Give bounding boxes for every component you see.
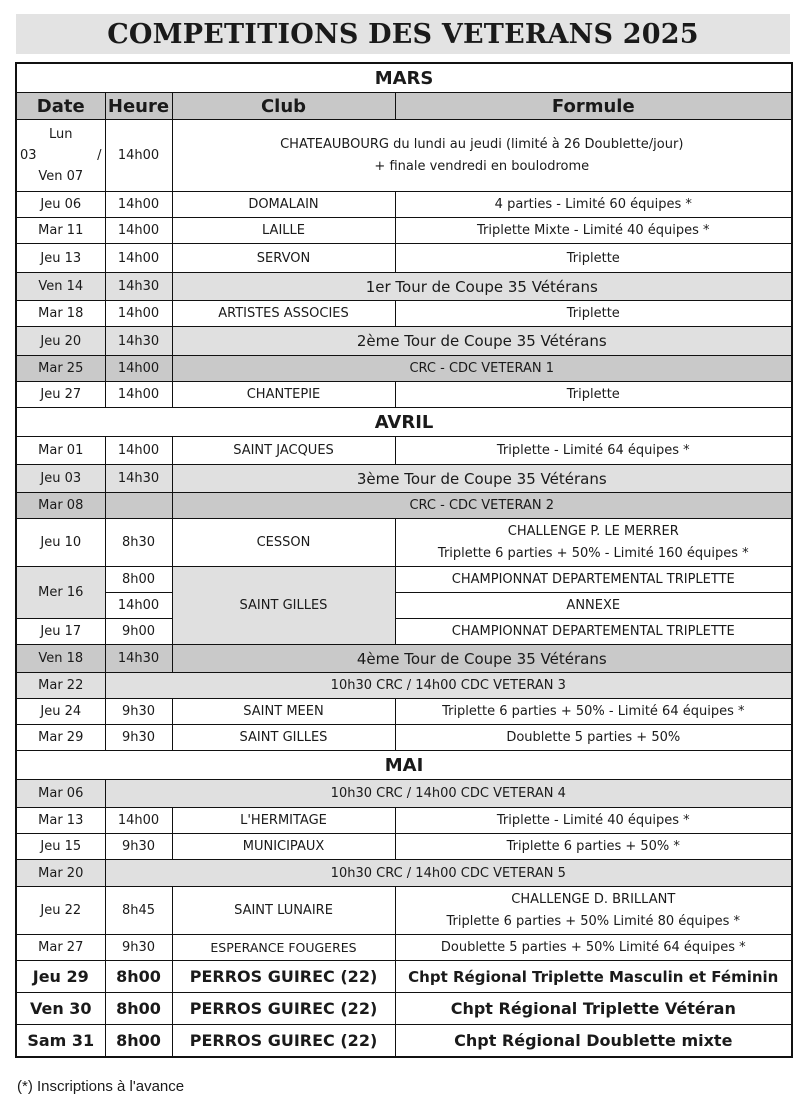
table-row xyxy=(16,218,792,244)
date-cell: Jeu 22 xyxy=(16,887,105,935)
formule-cell: Chpt Régional Triplette Vétéran xyxy=(395,993,792,1025)
formule-line-1: CHALLENGE P. LE MERRER xyxy=(507,523,679,539)
time-cell: 8h00 xyxy=(105,567,172,593)
club-cell: CHANTEPIE xyxy=(172,382,395,408)
date-cell: Mar 25 xyxy=(16,356,105,382)
date-cell: Jeu 17 xyxy=(16,619,105,645)
time-cell: 9h30 xyxy=(105,725,172,751)
table-row xyxy=(16,935,792,961)
time-cell: 8h30 xyxy=(105,519,172,567)
date-cell: Jeu 27 xyxy=(16,382,105,408)
formule-line-2: Triplette 6 parties + 50% - Limité 160 équipes * xyxy=(437,545,749,561)
club-cell: SERVON xyxy=(172,244,395,273)
date-day-end: Ven 07 xyxy=(38,169,84,184)
date-cell: Jeu 29 xyxy=(16,961,105,993)
club-cell: SAINT GILLES xyxy=(172,567,395,645)
table-row xyxy=(16,645,792,673)
table-row xyxy=(16,356,792,382)
formule-cell: Triplette - Limité 40 équipes * xyxy=(395,808,792,834)
formule-cell: Triplette xyxy=(395,301,792,327)
page-title: COMPETITIONS DES VETERANS 2025 xyxy=(16,14,790,54)
club-cell: ARTISTES ASSOCIES xyxy=(172,301,395,327)
club-cell: PERROS GUIREC (22) xyxy=(172,961,395,993)
time-cell: 14h30 xyxy=(105,645,172,673)
event-cell: 2ème Tour de Coupe 35 Vétérans xyxy=(172,327,792,356)
formule-line-2: Triplette 6 parties + 50% Limité 80 équipes * xyxy=(446,913,741,929)
table-row xyxy=(16,192,792,218)
time-cell: 14h00 xyxy=(105,192,172,218)
date-cell: Mar 27 xyxy=(16,935,105,961)
formule-cell xyxy=(395,887,792,935)
time-cell: 9h30 xyxy=(105,935,172,961)
date-cell: Ven 18 xyxy=(16,645,105,673)
month-row-mars xyxy=(16,63,792,93)
table-row xyxy=(16,567,792,593)
date-cell: Ven 14 xyxy=(16,273,105,301)
time-cell: 8h45 xyxy=(105,887,172,935)
header-club: Club xyxy=(172,93,395,120)
date-cell: Ven 30 xyxy=(16,993,105,1025)
date-cell: Mar 29 xyxy=(16,725,105,751)
time-cell xyxy=(105,493,172,519)
time-cell: 8h00 xyxy=(105,1025,172,1058)
date-number: 03 xyxy=(20,148,37,163)
date-cell: Mar 08 xyxy=(16,493,105,519)
time-cell: 14h00 xyxy=(105,808,172,834)
formule-cell: Chpt Régional Triplette Masculin et Féminin xyxy=(395,961,792,993)
formule-cell: Triplette Mixte - Limité 40 équipes * xyxy=(395,218,792,244)
formule-cell: Triplette 6 parties + 50% * xyxy=(395,834,792,860)
date-cell: Jeu 06 xyxy=(16,192,105,218)
date-cell: Mar 20 xyxy=(16,860,105,887)
club-cell: SAINT LUNAIRE xyxy=(172,887,395,935)
footnote: (*) Inscriptions à l'avance xyxy=(17,1078,185,1095)
event-cell: 4ème Tour de Coupe 35 Vétérans xyxy=(172,645,792,673)
time-cell: 9h30 xyxy=(105,699,172,725)
table-row xyxy=(16,437,792,465)
time-cell: 14h30 xyxy=(105,465,172,493)
time-cell: 14h30 xyxy=(105,273,172,301)
event-line-2: + finale vendredi en boulodrome xyxy=(374,158,590,174)
table-row xyxy=(16,619,792,645)
date-cell: Jeu 13 xyxy=(16,244,105,273)
table-row xyxy=(16,493,792,519)
time-cell: 14h00 xyxy=(105,120,172,192)
club-cell: DOMALAIN xyxy=(172,192,395,218)
month-row-avril xyxy=(16,408,792,437)
time-cell: 14h00 xyxy=(105,301,172,327)
formule-cell xyxy=(395,519,792,567)
formule-cell: Triplette - Limité 64 équipes * xyxy=(395,437,792,465)
event-line-1: CHATEAUBOURG du lundi au jeudi (limité à 26 Doublette/jour) xyxy=(280,136,684,152)
table-row xyxy=(16,519,792,567)
date-cell: Mar 22 xyxy=(16,673,105,699)
table-row xyxy=(16,593,792,619)
date-cell: Jeu 03 xyxy=(16,465,105,493)
event-cell: 10h30 CRC / 14h00 CDC VETERAN 4 xyxy=(105,780,792,808)
table-row xyxy=(16,1025,792,1058)
club-cell: SAINT MEEN xyxy=(172,699,395,725)
event-cell: CRC - CDC VETERAN 1 xyxy=(172,356,792,382)
time-cell: 14h30 xyxy=(105,327,172,356)
formule-cell: Triplette xyxy=(395,382,792,408)
time-cell: 14h00 xyxy=(105,356,172,382)
date-cell: Mar 11 xyxy=(16,218,105,244)
month-label: MAI xyxy=(16,751,792,780)
time-cell: 14h00 xyxy=(105,437,172,465)
formule-cell: Chpt Régional Doublette mixte xyxy=(395,1025,792,1058)
header-date: Date xyxy=(16,93,105,120)
table-row xyxy=(16,273,792,301)
table-row xyxy=(16,382,792,408)
time-cell: 14h00 xyxy=(105,382,172,408)
date-cell: Jeu 24 xyxy=(16,699,105,725)
formule-cell: 4 parties - Limité 60 équipes * xyxy=(395,192,792,218)
time-cell: 8h00 xyxy=(105,993,172,1025)
time-cell: 9h30 xyxy=(105,834,172,860)
club-cell: SAINT GILLES xyxy=(172,725,395,751)
table-row xyxy=(16,673,792,699)
event-cell: 10h30 CRC / 14h00 CDC VETERAN 5 xyxy=(105,860,792,887)
event-cell: 3ème Tour de Coupe 35 Vétérans xyxy=(172,465,792,493)
header-formule: Formule xyxy=(395,93,792,120)
formule-cell: Triplette xyxy=(395,244,792,273)
header-heure: Heure xyxy=(105,93,172,120)
date-cell: Mer 16 xyxy=(16,567,105,619)
time-cell: 14h00 xyxy=(105,218,172,244)
table-row xyxy=(16,961,792,993)
formule-line-1: CHALLENGE D. BRILLANT xyxy=(511,891,676,907)
date-cell: Mar 18 xyxy=(16,301,105,327)
club-cell: CESSON xyxy=(172,519,395,567)
date-cell: Jeu 15 xyxy=(16,834,105,860)
club-cell: ESPERANCE FOUGERES xyxy=(172,935,395,961)
table-row xyxy=(16,780,792,808)
table-row xyxy=(16,465,792,493)
time-cell: 14h00 xyxy=(105,244,172,273)
month-label: AVRIL xyxy=(16,408,792,437)
table-row xyxy=(16,120,792,192)
club-cell: L'HERMITAGE xyxy=(172,808,395,834)
formule-cell: Doublette 5 parties + 50% Limité 64 équipes * xyxy=(395,935,792,961)
time-cell: 14h00 xyxy=(105,593,172,619)
time-cell: 9h00 xyxy=(105,619,172,645)
formule-cell: ANNEXE xyxy=(395,593,792,619)
event-cell xyxy=(172,120,792,192)
formule-cell: Doublette 5 parties + 50% xyxy=(395,725,792,751)
header-row xyxy=(16,93,792,120)
club-cell: MUNICIPAUX xyxy=(172,834,395,860)
event-cell: 1er Tour de Coupe 35 Vétérans xyxy=(172,273,792,301)
table-row xyxy=(16,887,792,935)
date-cell: Jeu 10 xyxy=(16,519,105,567)
table-row xyxy=(16,327,792,356)
formule-cell: CHAMPIONNAT DEPARTEMENTAL TRIPLETTE xyxy=(395,567,792,593)
table-row xyxy=(16,808,792,834)
table-row xyxy=(16,725,792,751)
event-cell: CRC - CDC VETERAN 2 xyxy=(172,493,792,519)
event-cell: 10h30 CRC / 14h00 CDC VETERAN 3 xyxy=(105,673,792,699)
date-cell: Sam 31 xyxy=(16,1025,105,1058)
date-separator: / xyxy=(97,148,102,163)
club-cell: SAINT JACQUES xyxy=(172,437,395,465)
schedule-table xyxy=(15,62,793,1058)
club-cell: PERROS GUIREC (22) xyxy=(172,1025,395,1058)
table-row xyxy=(16,301,792,327)
table-row xyxy=(16,993,792,1025)
formule-cell: Triplette 6 parties + 50% - Limité 64 équipes * xyxy=(395,699,792,725)
date-cell xyxy=(16,120,105,192)
formule-cell: CHAMPIONNAT DEPARTEMENTAL TRIPLETTE xyxy=(395,619,792,645)
table-row xyxy=(16,699,792,725)
table-row xyxy=(16,860,792,887)
date-cell: Jeu 20 xyxy=(16,327,105,356)
date-day-start: Lun xyxy=(49,127,73,142)
date-cell: Mar 13 xyxy=(16,808,105,834)
date-cell: Mar 06 xyxy=(16,780,105,808)
month-label: MARS xyxy=(16,63,792,93)
time-cell: 8h00 xyxy=(105,961,172,993)
club-cell: LAILLE xyxy=(172,218,395,244)
table-row xyxy=(16,834,792,860)
club-cell: PERROS GUIREC (22) xyxy=(172,993,395,1025)
month-row-mai xyxy=(16,751,792,780)
date-cell: Mar 01 xyxy=(16,437,105,465)
table-row xyxy=(16,244,792,273)
